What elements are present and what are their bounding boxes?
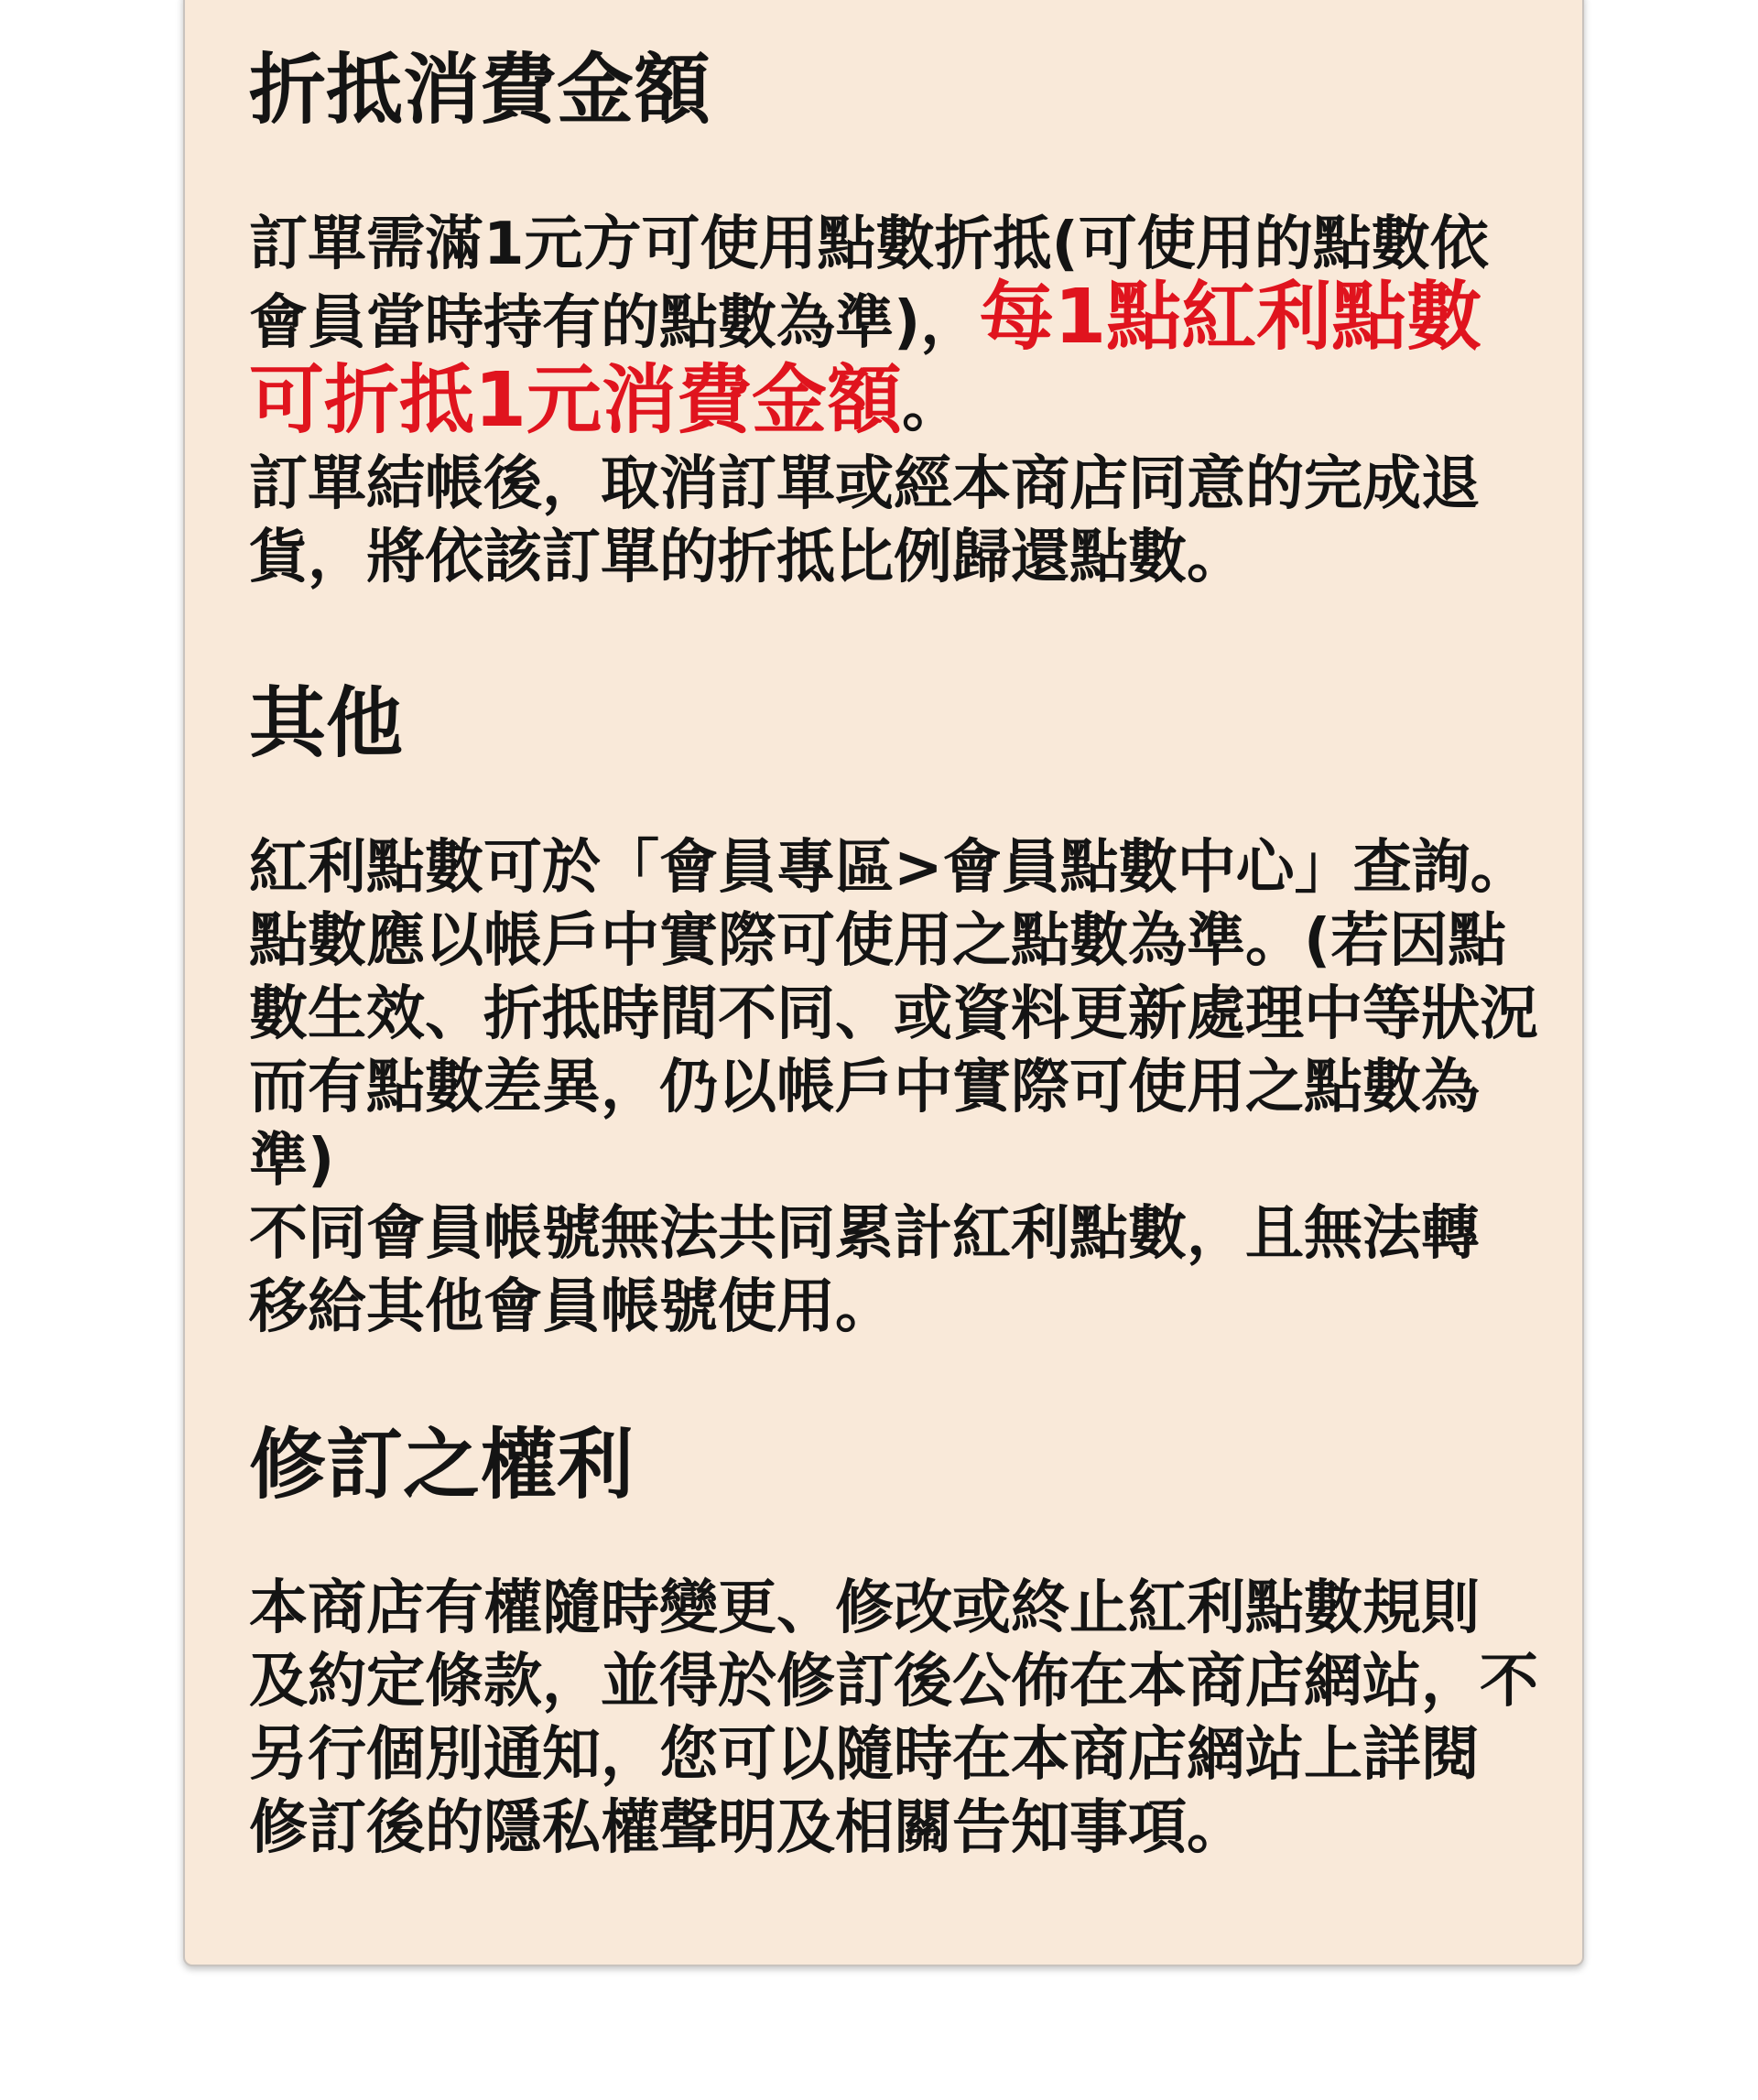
text-line: 不同會員帳號無法共同累計紅利點數，且無法轉 bbox=[249, 1200, 1480, 1268]
info-card bbox=[183, 0, 1584, 1966]
highlight-text: 每1點紅利點數 bbox=[979, 274, 1482, 361]
text-line: 另行個別通知，您可以隨時在本商店網站上詳閱 bbox=[249, 1721, 1480, 1789]
text-line: 而有點數差異，仍以帳戶中實際可使用之點數為 bbox=[249, 1054, 1480, 1121]
text-line bbox=[249, 357, 1540, 448]
text-line: 訂單需滿1元方可使用點數折抵(可使用的點數依 bbox=[249, 211, 1489, 278]
text-line: 修訂後的隱私權聲明及相關告知事項。 bbox=[249, 1794, 1245, 1862]
section-title-amendment-rights: 修訂之權利 bbox=[249, 1420, 635, 1510]
section-title-other: 其他 bbox=[249, 678, 404, 768]
section-body-amendment-rights bbox=[249, 1572, 1540, 1865]
text-line: 點數應以帳戶中實際可使用之點數為準。(若因點 bbox=[249, 907, 1507, 975]
section-body-points-redemption bbox=[249, 208, 1540, 594]
text-line: 本商店有權隨時變更、修改或終止紅利點數規則 bbox=[249, 1575, 1480, 1642]
text-fragment: 。 bbox=[902, 373, 961, 440]
text-line: 及約定條款，並得於修訂後公佈在本商店網站，不 bbox=[249, 1648, 1538, 1716]
text-line: 訂單結帳後，取消訂單或經本商店同意的完成退 bbox=[249, 450, 1480, 518]
section-title-points-redemption: 折抵消費金額 bbox=[249, 45, 711, 135]
highlight-text: 可折抵1元消費金額 bbox=[249, 357, 903, 444]
text-line: 紅利點數可於「會員專區>會員點數中心」查詢。 bbox=[249, 834, 1529, 902]
section-body-other bbox=[249, 831, 1540, 1344]
text-line bbox=[249, 274, 1540, 361]
text-line: 數生效、折抵時間不同、或資料更新處理中等狀況 bbox=[249, 980, 1538, 1048]
text-fragment: 會員當時持有的點數為準)， bbox=[249, 289, 980, 357]
text-line: 移給其他會員帳號使用。 bbox=[249, 1273, 894, 1341]
text-line: 準) bbox=[249, 1127, 335, 1195]
text-line: 貨，將依該訂單的折抵比例歸還點數。 bbox=[249, 524, 1245, 591]
